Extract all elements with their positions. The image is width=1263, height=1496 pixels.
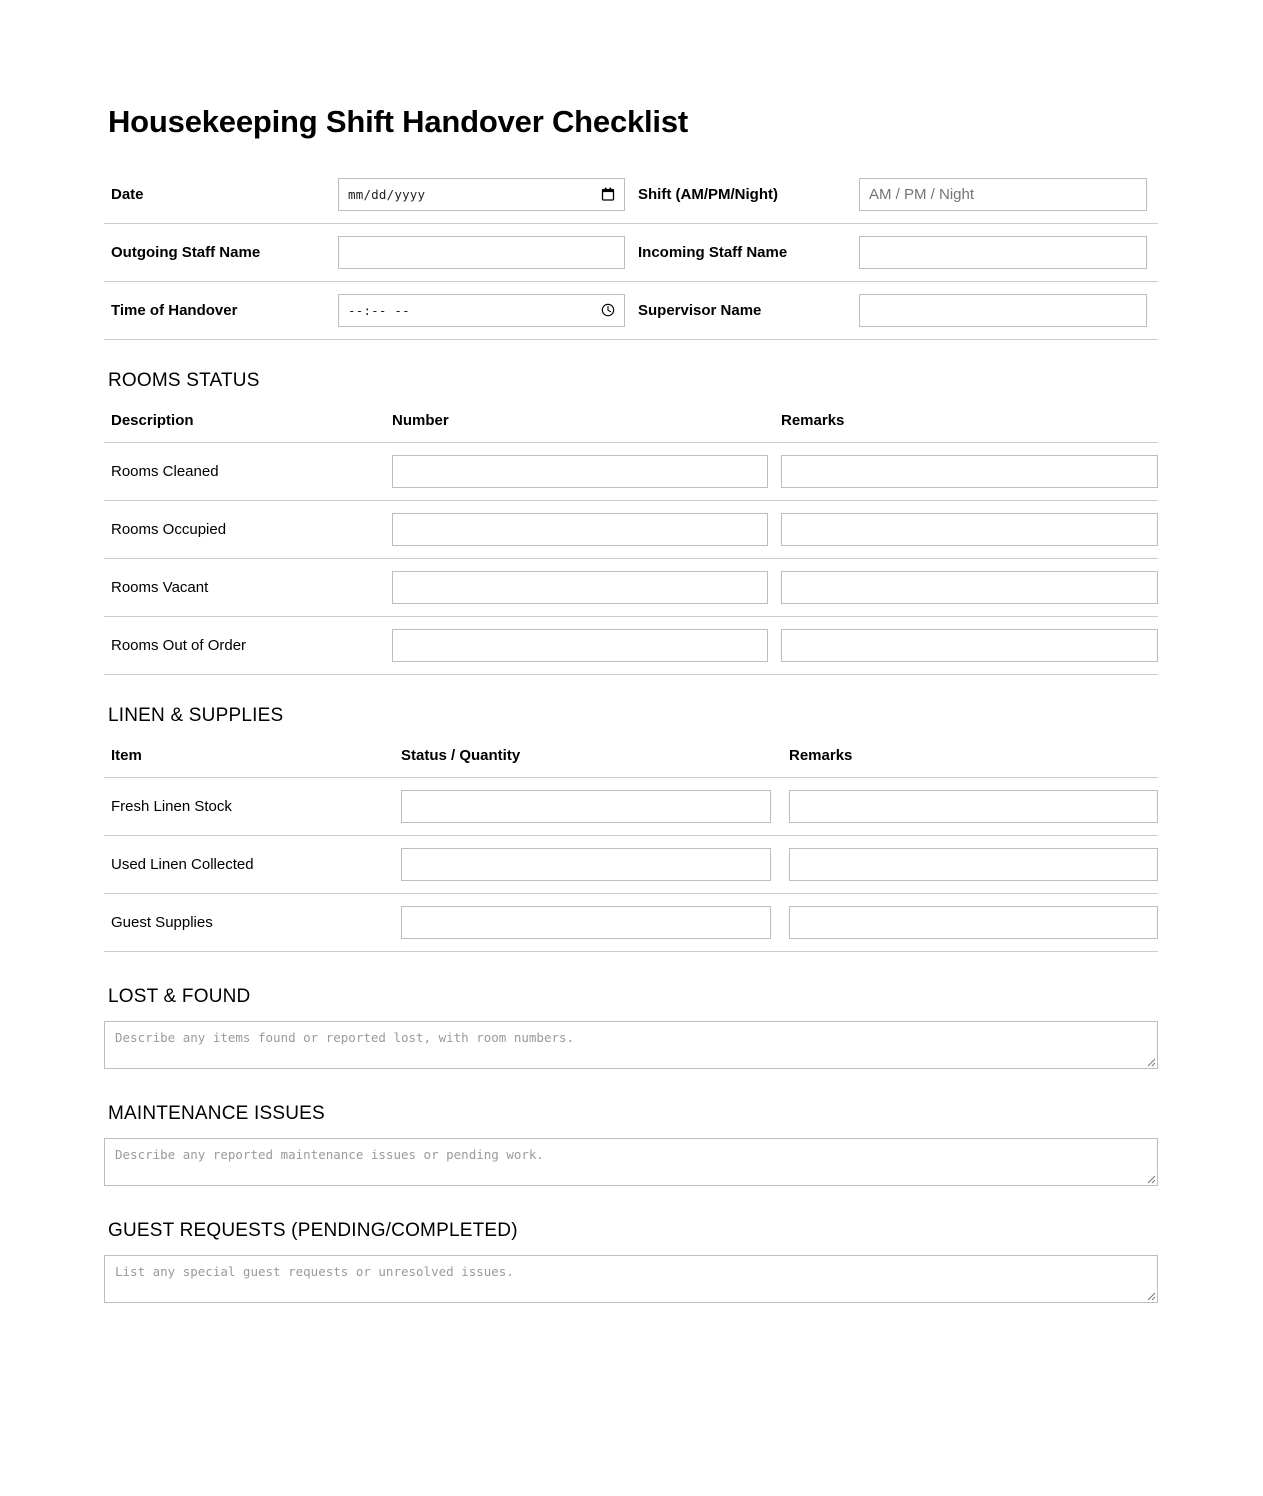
date-label: Date bbox=[111, 185, 144, 203]
meta-row-staff-names bbox=[104, 224, 1158, 282]
outgoing-staff-label: Outgoing Staff Name bbox=[111, 243, 261, 261]
supervisor-field-group bbox=[631, 294, 1158, 327]
supervisor-input[interactable] bbox=[859, 294, 1147, 327]
rooms-status-heading: ROOMS STATUS bbox=[108, 369, 260, 391]
linen-supplies-heading: LINEN & SUPPLIES bbox=[108, 704, 284, 726]
page-title: Housekeeping Shift Handover Checklist bbox=[108, 104, 689, 139]
guest-requests-heading: GUEST REQUESTS (PENDING/COMPLETED) bbox=[108, 1219, 518, 1241]
linen-supplies-table bbox=[104, 744, 1158, 952]
row-status-cell bbox=[394, 848, 782, 881]
date-input-value: mm/dd/yyyy bbox=[348, 186, 426, 202]
time-of-handover-label: Time of Handover bbox=[111, 301, 238, 319]
lost-found-textarea-wrap bbox=[104, 1021, 1158, 1069]
table-row bbox=[104, 559, 1158, 617]
meta-row-time-supervisor bbox=[104, 282, 1158, 340]
table-row bbox=[104, 617, 1158, 675]
time-input-value: --:-- -- bbox=[348, 302, 410, 318]
rooms-cleaned-number-input[interactable] bbox=[392, 455, 768, 488]
row-remarks-cell bbox=[774, 571, 1158, 604]
fresh-linen-stock-status-input[interactable] bbox=[401, 790, 771, 823]
row-label: Guest Supplies bbox=[111, 913, 213, 931]
shift-field-group bbox=[631, 178, 1158, 211]
rooms-occupied-remarks-input[interactable] bbox=[781, 513, 1158, 546]
used-linen-collected-remarks-input[interactable] bbox=[789, 848, 1158, 881]
row-label: Rooms Occupied bbox=[111, 520, 227, 538]
lost-found-section bbox=[104, 986, 1158, 1069]
table-row bbox=[104, 501, 1158, 559]
supervisor-label: Supervisor Name bbox=[638, 301, 762, 319]
maintenance-issues-section bbox=[104, 1103, 1158, 1186]
rooms-status-section bbox=[104, 370, 1158, 675]
form-sheet bbox=[104, 104, 1158, 1303]
rooms-status-table-header bbox=[104, 409, 1158, 443]
lost-found-textarea[interactable] bbox=[104, 1021, 1158, 1069]
row-status-cell bbox=[394, 790, 782, 823]
outgoing-staff-input[interactable] bbox=[338, 236, 625, 269]
maintenance-textarea-wrap bbox=[104, 1138, 1158, 1186]
rooms-status-table bbox=[104, 409, 1158, 675]
guest-requests-textarea[interactable] bbox=[104, 1255, 1158, 1303]
column-header-remarks: Remarks bbox=[781, 412, 845, 430]
maintenance-issues-heading: MAINTENANCE ISSUES bbox=[108, 1102, 325, 1124]
shift-input[interactable] bbox=[859, 178, 1147, 211]
row-remarks-cell bbox=[774, 513, 1158, 546]
incoming-staff-label: Incoming Staff Name bbox=[638, 243, 788, 261]
row-remarks-cell bbox=[782, 906, 1158, 939]
table-row bbox=[104, 778, 1158, 836]
table-row bbox=[104, 443, 1158, 501]
rooms-vacant-number-input[interactable] bbox=[392, 571, 768, 604]
row-number-cell bbox=[385, 571, 774, 604]
row-label: Rooms Vacant bbox=[111, 578, 209, 596]
row-label: Used Linen Collected bbox=[111, 855, 254, 873]
rooms-cleaned-remarks-input[interactable] bbox=[781, 455, 1158, 488]
incoming-staff-input[interactable] bbox=[859, 236, 1147, 269]
row-remarks-cell bbox=[782, 790, 1158, 823]
row-label: Fresh Linen Stock bbox=[111, 797, 232, 815]
time-field-group bbox=[104, 294, 631, 327]
date-field-group bbox=[104, 178, 631, 211]
rooms-occupied-number-input[interactable] bbox=[392, 513, 768, 546]
column-header-remarks: Remarks bbox=[789, 747, 853, 765]
used-linen-collected-status-input[interactable] bbox=[401, 848, 771, 881]
column-header-item: Item bbox=[111, 747, 142, 765]
rooms-out-of-order-number-input[interactable] bbox=[392, 629, 768, 662]
row-number-cell bbox=[385, 513, 774, 546]
column-header-status-quantity: Status / Quantity bbox=[401, 747, 521, 765]
guest-requests-textarea-wrap bbox=[104, 1255, 1158, 1303]
shift-label: Shift (AM/PM/Night) bbox=[638, 185, 778, 203]
calendar-icon bbox=[601, 187, 615, 201]
rooms-vacant-remarks-input[interactable] bbox=[781, 571, 1158, 604]
guest-requests-section bbox=[104, 1220, 1158, 1303]
incoming-staff-field-group bbox=[631, 236, 1158, 269]
column-header-description: Description bbox=[111, 412, 194, 430]
linen-supplies-section bbox=[104, 705, 1158, 952]
linen-supplies-table-header bbox=[104, 744, 1158, 778]
row-label: Rooms Cleaned bbox=[111, 462, 219, 480]
maintenance-issues-textarea[interactable] bbox=[104, 1138, 1158, 1186]
time-input[interactable] bbox=[338, 294, 625, 327]
guest-supplies-status-input[interactable] bbox=[401, 906, 771, 939]
clock-icon bbox=[601, 303, 615, 317]
lost-found-heading: LOST & FOUND bbox=[108, 985, 251, 1007]
fresh-linen-stock-remarks-input[interactable] bbox=[789, 790, 1158, 823]
row-remarks-cell bbox=[782, 848, 1158, 881]
table-row bbox=[104, 836, 1158, 894]
row-remarks-cell bbox=[774, 629, 1158, 662]
table-row bbox=[104, 894, 1158, 952]
row-remarks-cell bbox=[774, 455, 1158, 488]
outgoing-staff-field-group bbox=[104, 236, 631, 269]
row-status-cell bbox=[394, 906, 782, 939]
rooms-out-of-order-remarks-input[interactable] bbox=[781, 629, 1158, 662]
row-number-cell bbox=[385, 629, 774, 662]
meta-row-date-shift bbox=[104, 166, 1158, 224]
column-header-number: Number bbox=[392, 412, 449, 430]
row-label: Rooms Out of Order bbox=[111, 636, 247, 654]
row-number-cell bbox=[385, 455, 774, 488]
handover-details-block bbox=[104, 166, 1158, 340]
date-input[interactable] bbox=[338, 178, 625, 211]
guest-supplies-remarks-input[interactable] bbox=[789, 906, 1158, 939]
